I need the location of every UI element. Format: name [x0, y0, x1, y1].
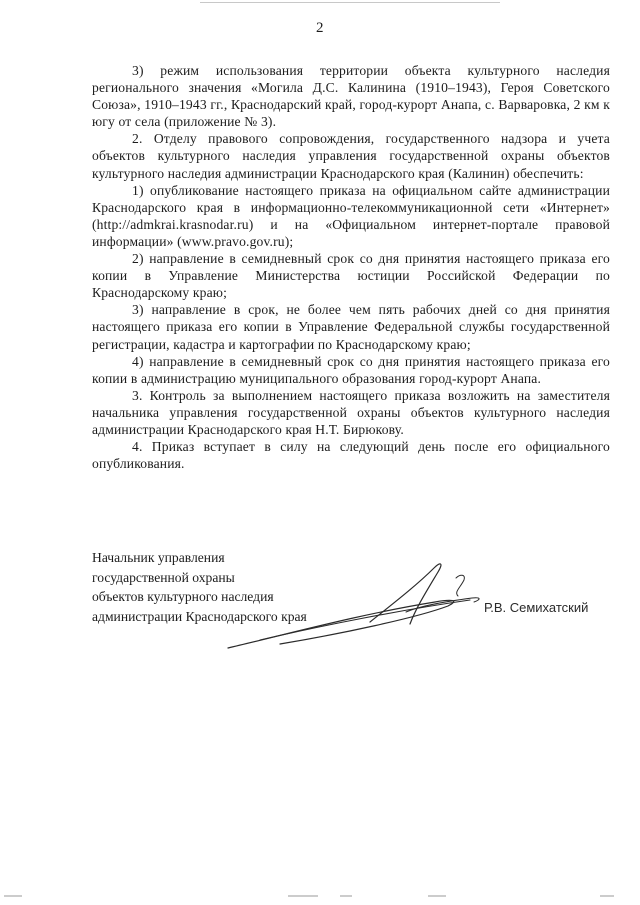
- signatory-position-line: Начальник управления: [92, 550, 225, 565]
- paragraph-item-3-usage-regime: 3) режим использования территории объекта культурного наследия регионального значения «Могила Д.С. Калинина (1910–1943), Героя Советского Союза», 1910–1943 гг., Краснодарский край, город-курорт Анапа, с. Варваровка, 2 км к югу от села (приложение № 3).: [92, 63, 610, 130]
- signatory-position-line: объектов культурного наследия: [92, 589, 274, 604]
- signature-stroke: [456, 575, 464, 596]
- page-number: 2: [316, 20, 324, 36]
- paragraph-subitem-2-ministry-of-justice: 2) направление в семидневный срок со дня принятия настоящего приказа его копии в Управление Министерства юстиции Российской Федерации по Краснодарскому краю;: [92, 251, 610, 301]
- paragraph-section-2-department: 2. Отделу правового сопровождения, государственного надзора и учета объектов культурного наследия управления государственной охраны объектов культурного наследия администрации Краснодарского края (Калинин) обеспечить:: [92, 131, 610, 181]
- signatory-position-line: государственной охраны: [92, 569, 235, 585]
- scan-edge-line: [200, 2, 500, 3]
- paragraph-subitem-4-municipality: 4) направление в семидневный срок со дня принятия настоящего приказа его копии в администрацию муниципального образования город-курорт Анапа.: [92, 353, 610, 386]
- document-body: [92, 62, 610, 472]
- handwritten-signature: [220, 556, 500, 656]
- paragraph-section-4-entry-into-force: 4. Приказ вступает в силу на следующий день после его официального опубликования.: [92, 439, 610, 472]
- scan-edge-artifacts: [0, 893, 640, 899]
- signature-stroke: [260, 600, 470, 640]
- paragraph-section-3-control: 3. Контроль за выполнением настоящего приказа возложить на заместителя начальника управления государственной охраны объектов культурного наследия администрации Краснодарского края Н.Т. Бирюкову.: [92, 387, 610, 437]
- paragraph-subitem-1-publication: 1) опубликование настоящего приказа на официальном сайте администрации Краснодарского края в информационно-телекоммуникационной сети «Интернет» (http://admkrai.krasnodar.ru) и на «Официальном интернет-портале правовой информации» (www.pravo.gov.ru);: [92, 182, 610, 249]
- signatory-position-line: администрации Краснодарского края: [92, 608, 307, 624]
- signatory-name: Р.В. Семихатский: [484, 600, 589, 615]
- paragraph-subitem-3-registration-service: 3) направление в срок, не более чем пять рабочих дней со дня принятия настоящего приказа его копии в Управление Федеральной службы государственной регистрации, кадастра и картографии по Краснодарскому краю;: [92, 302, 610, 352]
